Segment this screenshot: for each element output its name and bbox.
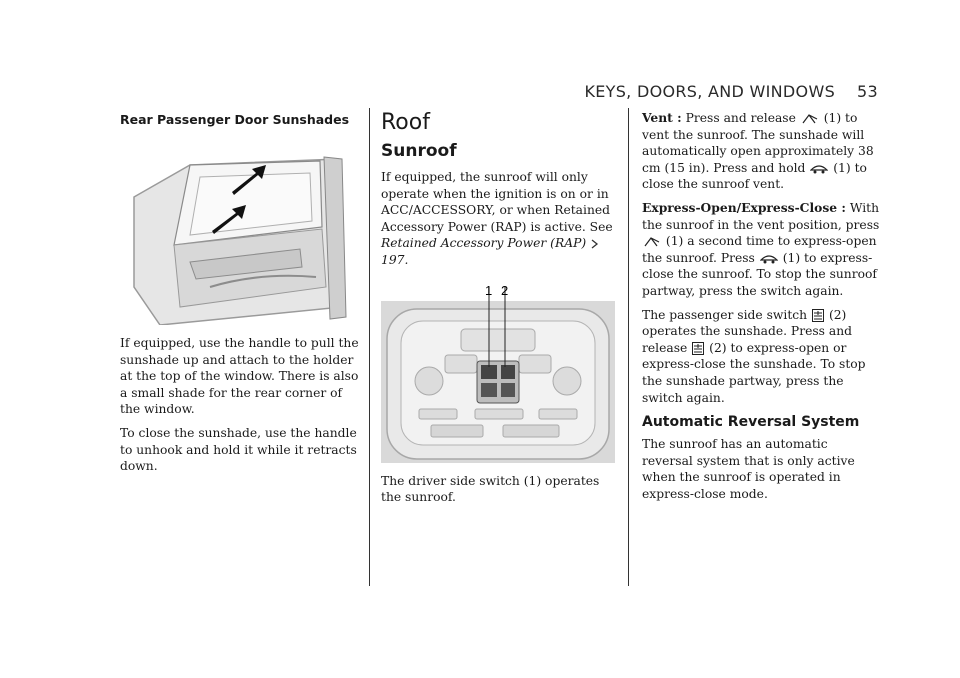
figure-caption: The driver side switch (1) operates the sunroof. [381, 473, 600, 505]
section-title: Roof [381, 110, 430, 135]
column-divider [628, 108, 629, 586]
paragraph: If equipped, use the handle to pull the sunshade up and attach to the holder at the top of the window. There is also a small shade for the rear corner of the window. [120, 336, 359, 417]
section-title: KEYS, DOORS, AND WINDOWS [584, 82, 836, 101]
sunshade-icon [812, 309, 824, 322]
running-header [560, 82, 878, 101]
cross-reference[interactable]: Retained Accessory Power (RAP) [381, 236, 587, 251]
express-label: Express-Open/Express-Close : [642, 199, 846, 215]
paragraph: If equipped, the sunroof will only operate when the ignition is on or in ACC/ACCESSORY, or when Retained Accessory Power (RAP) is active. See Retained Accessory Power (RAP) 197. [381, 170, 613, 267]
paragraph: To close the sunshade, use the handle to unhook and hold it while it retracts down. [120, 425, 357, 474]
section-heading: Rear Passenger Door Sunshades [120, 112, 350, 127]
sunshade-icon [692, 342, 704, 355]
column-middle [381, 110, 613, 513]
subsection-heading: Automatic Reversal System [642, 414, 860, 431]
paragraph-express: Express-Open/Express-Close : With the sunroof in the vent position, press (1) a second time to express-open the sunroof. Press (1) to express-close the sunroof. To stop the sunroof partway, press the switch again. [642, 199, 880, 298]
column-left [120, 112, 360, 482]
column-divider [369, 108, 370, 586]
page-reference-icon [591, 239, 600, 249]
sunroof-vent-icon [643, 236, 661, 248]
page-number: 53 [857, 82, 878, 101]
vent-label: Vent : [642, 110, 682, 125]
reference-page: 197 [381, 252, 405, 267]
sunroof-close-icon [760, 252, 778, 264]
column-right [642, 110, 880, 509]
intro-text: If equipped, the sunroof will only operate when the ignition is on or in ACC/ACCESSORY, or when Retained Accessory Power (RAP) is active. See [381, 170, 613, 234]
sunroof-vent-icon [801, 113, 819, 125]
paragraph-passenger: The passenger side switch (2) operates the sunshade. Press and release (2) to express-open or express-close the sunshade. To stop the sunshade partway, press the switch again. [642, 307, 866, 405]
callout-2: 2 [501, 282, 509, 298]
rear-door-illustration [120, 137, 356, 325]
paragraph: The sunroof has an automatic reversal system that is only active when the sunroof is operated in express-close mode. [642, 437, 855, 501]
overhead-console-illustration [381, 281, 615, 463]
paragraph-vent: Vent : Press and release (1) to vent the sunroof. The sunshade will automatically open approximately 38 cm (15 in). Press and hold (1) to close the sunroof vent. [642, 110, 874, 192]
sunroof-close-icon [810, 162, 828, 174]
callout-1: 1 [485, 282, 493, 298]
subsection-title: Sunroof [381, 141, 457, 161]
